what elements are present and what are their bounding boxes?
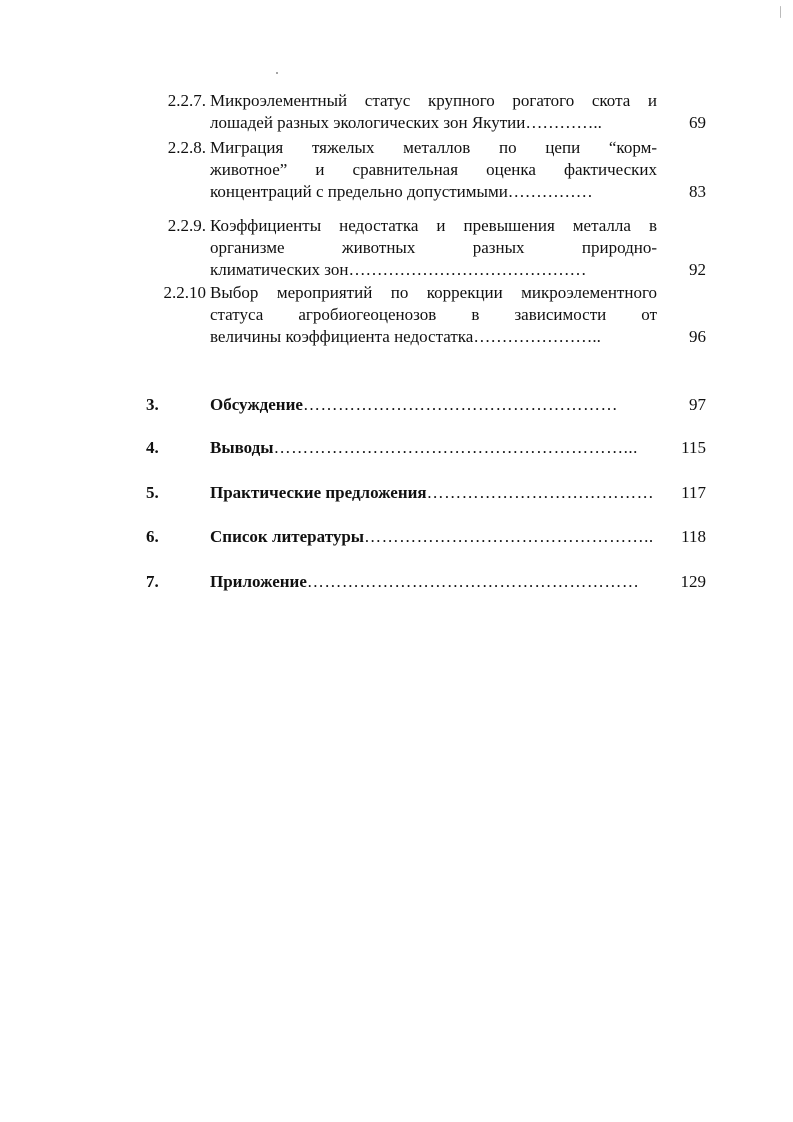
toc-chapter-number: 5. — [146, 483, 159, 502]
toc-entry-line: организме животных разных природно- — [210, 238, 657, 257]
toc-entry-line: климатических зон…………………………………… — [210, 260, 587, 279]
toc-chapter-label: Практические предложения — [210, 483, 427, 502]
toc-chapter-title — [210, 394, 657, 416]
toc-chapter-number: 7. — [146, 572, 159, 591]
toc-entry-page: 96 — [689, 327, 706, 346]
toc-leader-dots: ……………………………………………………... — [273, 438, 638, 457]
toc-entry-page: 69 — [689, 113, 706, 132]
toc-leader-dots: ………………………………………………… — [306, 572, 640, 591]
toc-chapter-title — [210, 437, 657, 459]
toc-chapter-page: 117 — [681, 483, 706, 502]
toc-entry-line: концентраций с предельно допустимыми…………… — [210, 182, 593, 201]
toc-entry-title — [210, 282, 657, 348]
toc-chapter-label: Приложение — [210, 572, 307, 591]
toc-entry-page: 83 — [689, 182, 706, 201]
toc-entry-line: Микроэлементный статус крупного рогатого скота и — [210, 91, 657, 110]
toc-leader-dots: ………………………………………….. — [364, 527, 654, 546]
scan-speck-top — [276, 72, 278, 74]
toc-chapter-page: 118 — [681, 527, 706, 546]
toc-chapter-label: Выводы — [210, 438, 274, 457]
toc-chapter-number: 3. — [146, 395, 159, 414]
toc-entry-line: Выбор мероприятий по коррекции микроэлементного — [210, 283, 657, 302]
toc-chapter-page: 115 — [681, 438, 706, 457]
toc-chapter-title — [210, 482, 657, 504]
toc-entry-number: 2.2.9. — [167, 216, 206, 235]
toc-entry-number: 2.2.10 — [163, 283, 206, 302]
toc-chapter-number: 6. — [146, 527, 159, 546]
toc-chapter-label: Обсуждение — [210, 395, 303, 414]
toc-entry-line: величины коэффициента недостатка………………….. — [210, 327, 601, 346]
toc-entry-line: животное” и сравнительная оценка фактических — [210, 160, 657, 179]
toc-chapter-page: 97 — [689, 395, 706, 414]
toc-entry-line: лошадей разных экологических зон Якутии………….. — [210, 113, 602, 132]
toc-entry-title — [210, 90, 657, 134]
toc-leader-dots: ……………………………………………… — [302, 395, 618, 414]
toc-entry-line: статуса агробиогеоценозов в зависимости от — [210, 305, 657, 324]
toc-entry-title — [210, 137, 657, 203]
toc-entry-number: 2.2.7. — [167, 91, 206, 110]
toc-chapter-page: 129 — [680, 572, 706, 591]
toc-chapter-title — [210, 571, 657, 593]
toc-entry-title — [210, 215, 657, 281]
toc-chapter-number: 4. — [146, 438, 159, 457]
toc-chapter-title — [210, 526, 657, 548]
toc-entry-line: Миграция тяжелых металлов по цепи “корм- — [210, 138, 657, 157]
toc-entry-number: 2.2.8. — [167, 138, 206, 157]
toc-leader-dots: ………………………………… — [426, 483, 655, 502]
toc-entry-page: 92 — [689, 260, 706, 279]
toc-chapter-label: Список литературы — [210, 527, 365, 546]
toc-entry-line: Коэффициенты недостатка и превышения металла в — [210, 216, 657, 235]
scan-speck-right — [780, 6, 781, 18]
